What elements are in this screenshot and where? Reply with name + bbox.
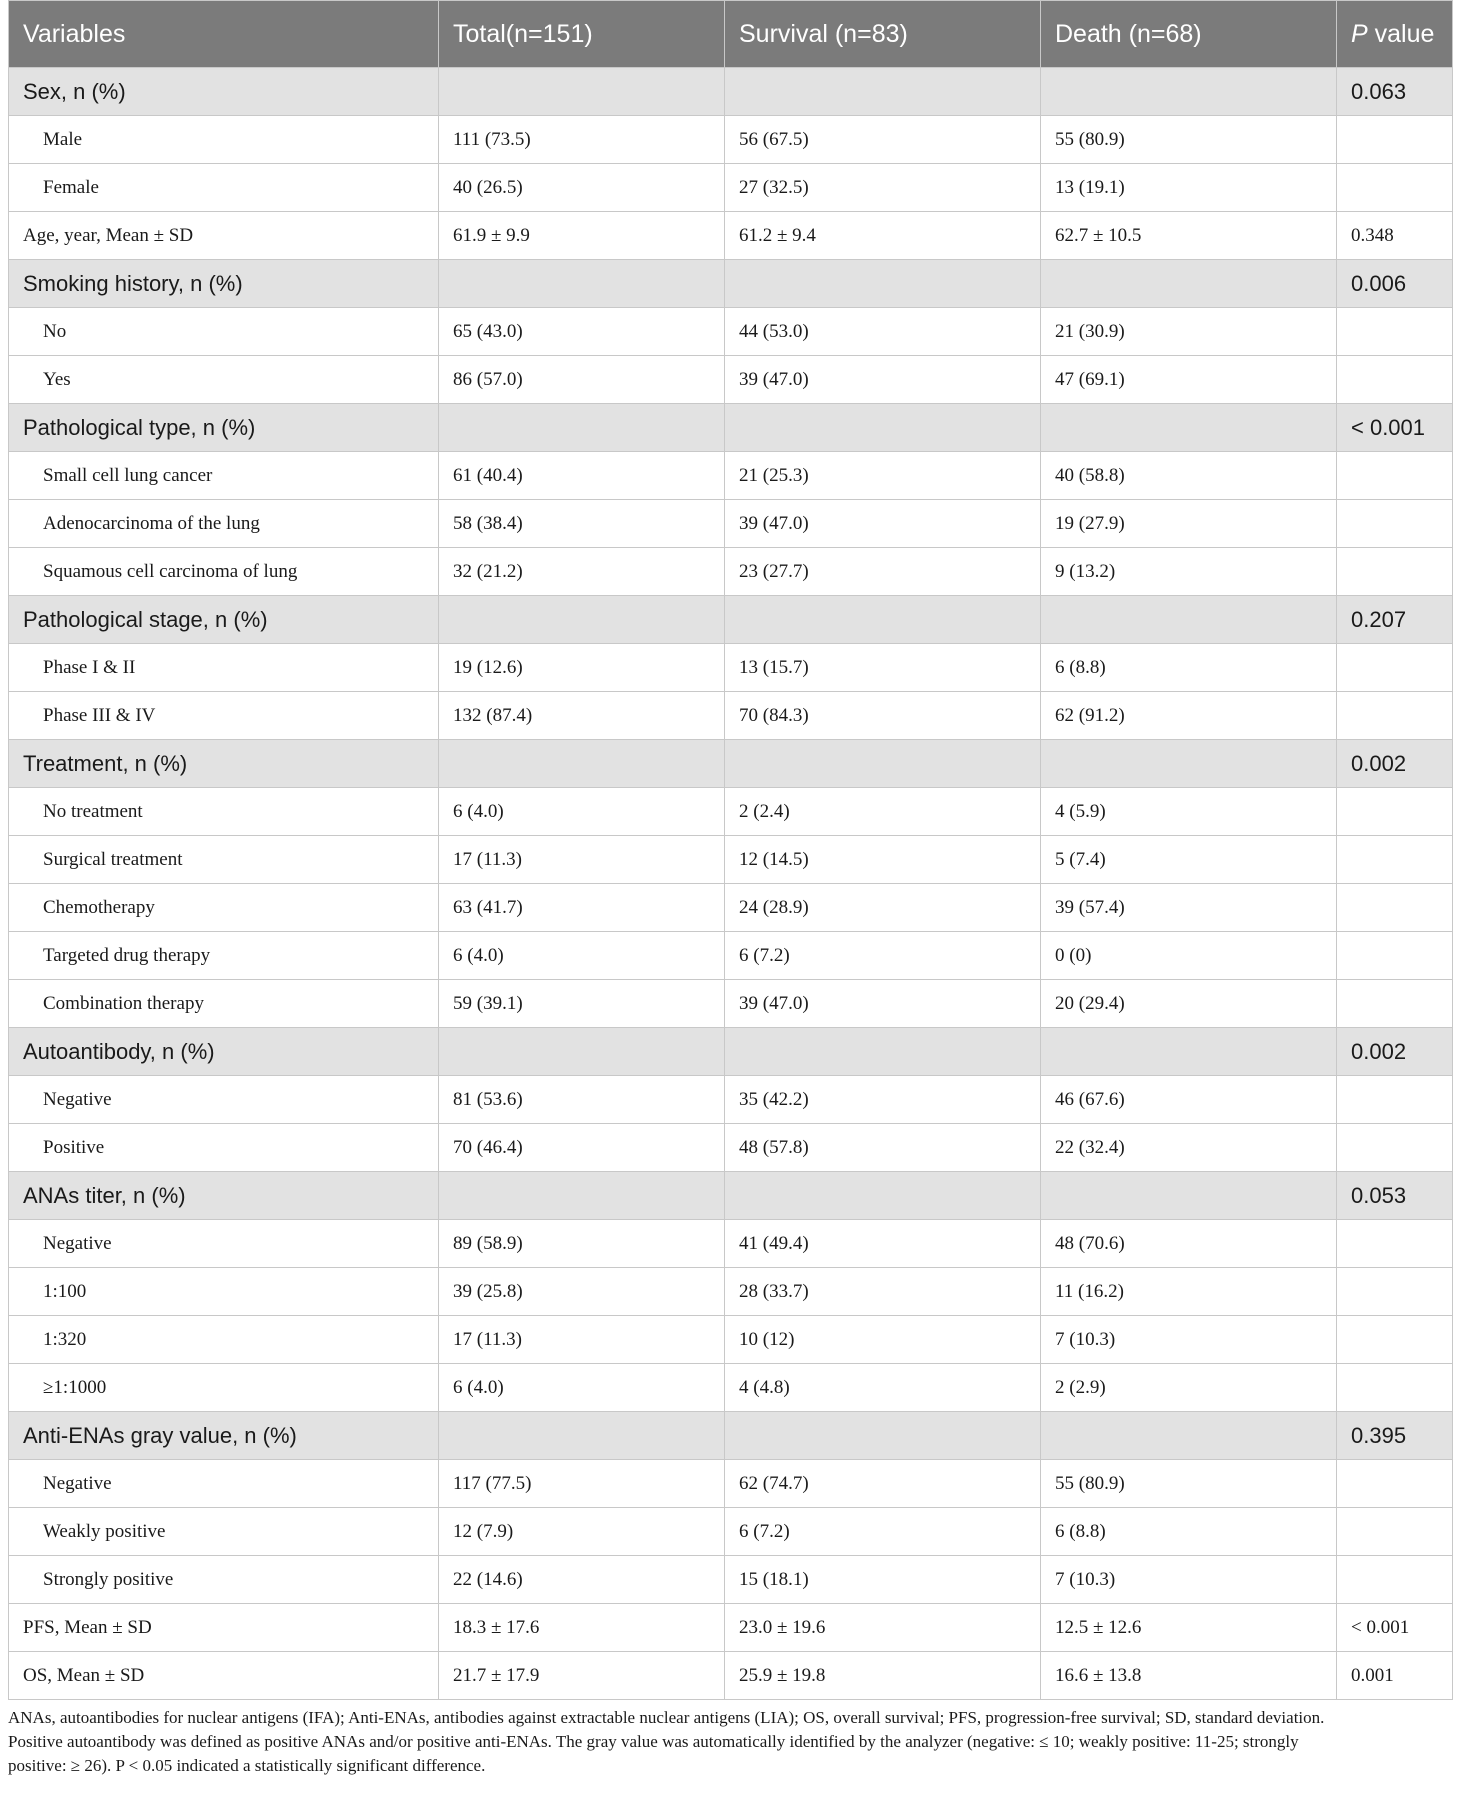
cell-death: 11 (16.2)	[1041, 1268, 1337, 1316]
cell-variable: Surgical treatment	[9, 836, 439, 884]
cell-variable: Anti-ENAs gray value, n (%)	[9, 1412, 439, 1460]
cell-p-value	[1337, 500, 1453, 548]
cell-survival	[725, 1028, 1041, 1076]
cell-p-value	[1337, 692, 1453, 740]
cell-total	[439, 404, 725, 452]
table-row	[9, 308, 1453, 356]
table-row	[9, 836, 1453, 884]
cell-p-value	[1337, 452, 1453, 500]
cell-p-value	[1337, 308, 1453, 356]
cell-survival: 12 (14.5)	[725, 836, 1041, 884]
table-footnote	[8, 1706, 1452, 1778]
cell-survival: 23.0 ± 19.6	[725, 1604, 1041, 1652]
cell-p-value: 0.002	[1337, 740, 1453, 788]
footnote-line: ANAs, autoantibodies for nuclear antigens (IFA); Anti-ENAs, antibodies against extractable nuclear antigens (LIA); OS, overall survival; PFS, progression-free survival; SD, standard deviation.	[8, 1708, 1325, 1727]
cell-p-value	[1337, 1316, 1453, 1364]
baseline-characteristics-table	[8, 0, 1453, 1700]
cell-p-value	[1337, 980, 1453, 1028]
cell-total: 70 (46.4)	[439, 1124, 725, 1172]
cell-p-value	[1337, 1220, 1453, 1268]
table-row	[9, 1220, 1453, 1268]
cell-p-value: 0.348	[1337, 212, 1453, 260]
table-row	[9, 884, 1453, 932]
cell-death: 55 (80.9)	[1041, 1460, 1337, 1508]
cell-variable: Weakly positive	[9, 1508, 439, 1556]
cell-death	[1041, 1028, 1337, 1076]
cell-survival: 15 (18.1)	[725, 1556, 1041, 1604]
table-row	[9, 932, 1453, 980]
cell-total: 40 (26.5)	[439, 164, 725, 212]
cell-death: 16.6 ± 13.8	[1041, 1652, 1337, 1700]
cell-p-value	[1337, 644, 1453, 692]
header-p-value	[1337, 1, 1453, 68]
cell-variable: Small cell lung cancer	[9, 452, 439, 500]
header-death: Death (n=68)	[1041, 1, 1337, 68]
cell-variable: Targeted drug therapy	[9, 932, 439, 980]
cell-total: 12 (7.9)	[439, 1508, 725, 1556]
cell-survival: 2 (2.4)	[725, 788, 1041, 836]
cell-variable: Pathological stage, n (%)	[9, 596, 439, 644]
cell-survival	[725, 68, 1041, 116]
cell-total: 132 (87.4)	[439, 692, 725, 740]
cell-death: 6 (8.8)	[1041, 644, 1337, 692]
cell-variable: Strongly positive	[9, 1556, 439, 1604]
cell-variable: Positive	[9, 1124, 439, 1172]
table-row	[9, 356, 1453, 404]
cell-death: 55 (80.9)	[1041, 116, 1337, 164]
cell-total: 17 (11.3)	[439, 836, 725, 884]
cell-p-value	[1337, 1556, 1453, 1604]
cell-p-value	[1337, 836, 1453, 884]
cell-variable: PFS, Mean ± SD	[9, 1604, 439, 1652]
table-section-row	[9, 740, 1453, 788]
cell-death	[1041, 1412, 1337, 1460]
cell-death: 12.5 ± 12.6	[1041, 1604, 1337, 1652]
cell-total: 61.9 ± 9.9	[439, 212, 725, 260]
cell-survival: 13 (15.7)	[725, 644, 1041, 692]
table-header-row	[9, 1, 1453, 68]
cell-p-value	[1337, 164, 1453, 212]
cell-death: 13 (19.1)	[1041, 164, 1337, 212]
cell-p-value	[1337, 116, 1453, 164]
table-section-row	[9, 260, 1453, 308]
cell-death: 7 (10.3)	[1041, 1556, 1337, 1604]
cell-variable: ANAs titer, n (%)	[9, 1172, 439, 1220]
cell-p-value	[1337, 1268, 1453, 1316]
cell-death	[1041, 1172, 1337, 1220]
cell-p-value	[1337, 1508, 1453, 1556]
table-row	[9, 1556, 1453, 1604]
cell-survival: 35 (42.2)	[725, 1076, 1041, 1124]
table-section-row	[9, 1028, 1453, 1076]
cell-variable: OS, Mean ± SD	[9, 1652, 439, 1700]
cell-death: 21 (30.9)	[1041, 308, 1337, 356]
table-row	[9, 644, 1453, 692]
cell-death	[1041, 404, 1337, 452]
cell-variable: Combination therapy	[9, 980, 439, 1028]
cell-survival: 39 (47.0)	[725, 500, 1041, 548]
header-total: Total(n=151)	[439, 1, 725, 68]
cell-p-value: 0.053	[1337, 1172, 1453, 1220]
cell-variable: Pathological type, n (%)	[9, 404, 439, 452]
cell-death: 5 (7.4)	[1041, 836, 1337, 884]
cell-survival	[725, 1172, 1041, 1220]
cell-survival: 48 (57.8)	[725, 1124, 1041, 1172]
cell-total: 6 (4.0)	[439, 788, 725, 836]
cell-survival: 44 (53.0)	[725, 308, 1041, 356]
cell-survival: 61.2 ± 9.4	[725, 212, 1041, 260]
cell-total: 58 (38.4)	[439, 500, 725, 548]
cell-variable: Sex, n (%)	[9, 68, 439, 116]
cell-total: 39 (25.8)	[439, 1268, 725, 1316]
cell-death: 46 (67.6)	[1041, 1076, 1337, 1124]
table-section-row	[9, 1172, 1453, 1220]
cell-survival: 21 (25.3)	[725, 452, 1041, 500]
cell-variable: Phase III & IV	[9, 692, 439, 740]
header-survival: Survival (n=83)	[725, 1, 1041, 68]
table-body	[9, 68, 1453, 1700]
cell-total: 18.3 ± 17.6	[439, 1604, 725, 1652]
cell-total	[439, 1412, 725, 1460]
cell-survival	[725, 1412, 1041, 1460]
cell-total: 81 (53.6)	[439, 1076, 725, 1124]
cell-variable: No	[9, 308, 439, 356]
table-row	[9, 1364, 1453, 1412]
cell-death: 39 (57.4)	[1041, 884, 1337, 932]
cell-survival	[725, 596, 1041, 644]
table-section-row	[9, 68, 1453, 116]
table-row	[9, 1604, 1453, 1652]
cell-variable: Yes	[9, 356, 439, 404]
table-row	[9, 1652, 1453, 1700]
cell-survival: 23 (27.7)	[725, 548, 1041, 596]
table-row	[9, 1460, 1453, 1508]
table-row	[9, 692, 1453, 740]
table-section-row	[9, 596, 1453, 644]
cell-p-value	[1337, 1460, 1453, 1508]
cell-death: 47 (69.1)	[1041, 356, 1337, 404]
table-row	[9, 164, 1453, 212]
cell-variable: Male	[9, 116, 439, 164]
cell-p-value: 0.063	[1337, 68, 1453, 116]
cell-variable: Squamous cell carcinoma of lung	[9, 548, 439, 596]
cell-total: 111 (73.5)	[439, 116, 725, 164]
cell-survival: 27 (32.5)	[725, 164, 1041, 212]
cell-variable: Female	[9, 164, 439, 212]
header-variables: Variables	[9, 1, 439, 68]
table-row	[9, 1124, 1453, 1172]
cell-variable: No treatment	[9, 788, 439, 836]
table-row	[9, 1508, 1453, 1556]
cell-death: 19 (27.9)	[1041, 500, 1337, 548]
cell-survival: 56 (67.5)	[725, 116, 1041, 164]
cell-p-value	[1337, 788, 1453, 836]
cell-p-value	[1337, 1364, 1453, 1412]
table-row	[9, 1316, 1453, 1364]
cell-total: 32 (21.2)	[439, 548, 725, 596]
table-row	[9, 548, 1453, 596]
cell-p-value	[1337, 548, 1453, 596]
cell-variable: Negative	[9, 1460, 439, 1508]
cell-survival: 39 (47.0)	[725, 356, 1041, 404]
table-row	[9, 452, 1453, 500]
cell-survival: 10 (12)	[725, 1316, 1041, 1364]
cell-total: 22 (14.6)	[439, 1556, 725, 1604]
cell-death: 0 (0)	[1041, 932, 1337, 980]
cell-total: 21.7 ± 17.9	[439, 1652, 725, 1700]
cell-death: 22 (32.4)	[1041, 1124, 1337, 1172]
footnote-line: Positive autoantibody was defined as positive ANAs and/or positive anti-ENAs. The gray value was automatically identified by the analyzer (negative: ≤ 10; weakly positive: 11-25; strongly	[8, 1732, 1299, 1751]
cell-variable: 1:100	[9, 1268, 439, 1316]
table-row	[9, 500, 1453, 548]
table-row	[9, 212, 1453, 260]
table-section-row	[9, 404, 1453, 452]
cell-p-value: < 0.001	[1337, 404, 1453, 452]
cell-death: 4 (5.9)	[1041, 788, 1337, 836]
cell-survival: 6 (7.2)	[725, 932, 1041, 980]
cell-total: 6 (4.0)	[439, 1364, 725, 1412]
document	[8, 0, 1452, 1778]
cell-death: 2 (2.9)	[1041, 1364, 1337, 1412]
cell-total: 89 (58.9)	[439, 1220, 725, 1268]
header-p-italic: P	[1351, 19, 1368, 48]
cell-variable: Autoantibody, n (%)	[9, 1028, 439, 1076]
cell-death	[1041, 596, 1337, 644]
cell-variable: Age, year, Mean ± SD	[9, 212, 439, 260]
cell-variable: Negative	[9, 1220, 439, 1268]
cell-p-value	[1337, 1076, 1453, 1124]
cell-survival: 4 (4.8)	[725, 1364, 1041, 1412]
cell-death: 62.7 ± 10.5	[1041, 212, 1337, 260]
cell-variable: Smoking history, n (%)	[9, 260, 439, 308]
cell-p-value: < 0.001	[1337, 1604, 1453, 1652]
cell-death: 62 (91.2)	[1041, 692, 1337, 740]
cell-survival: 25.9 ± 19.8	[725, 1652, 1041, 1700]
cell-death: 9 (13.2)	[1041, 548, 1337, 596]
cell-total	[439, 1028, 725, 1076]
cell-survival: 41 (49.4)	[725, 1220, 1041, 1268]
cell-p-value	[1337, 1124, 1453, 1172]
cell-total: 59 (39.1)	[439, 980, 725, 1028]
cell-death	[1041, 260, 1337, 308]
cell-death: 48 (70.6)	[1041, 1220, 1337, 1268]
cell-survival: 70 (84.3)	[725, 692, 1041, 740]
cell-total	[439, 260, 725, 308]
cell-total: 6 (4.0)	[439, 932, 725, 980]
cell-death	[1041, 740, 1337, 788]
cell-survival	[725, 404, 1041, 452]
cell-variable: 1:320	[9, 1316, 439, 1364]
table-row	[9, 1076, 1453, 1124]
cell-total: 86 (57.0)	[439, 356, 725, 404]
cell-survival: 24 (28.9)	[725, 884, 1041, 932]
cell-total	[439, 68, 725, 116]
table-row	[9, 1268, 1453, 1316]
cell-survival	[725, 740, 1041, 788]
cell-survival: 62 (74.7)	[725, 1460, 1041, 1508]
cell-total	[439, 740, 725, 788]
cell-survival: 6 (7.2)	[725, 1508, 1041, 1556]
table-row	[9, 116, 1453, 164]
cell-variable: Adenocarcinoma of the lung	[9, 500, 439, 548]
table-row	[9, 788, 1453, 836]
cell-p-value: 0.207	[1337, 596, 1453, 644]
cell-total: 61 (40.4)	[439, 452, 725, 500]
cell-p-value: 0.395	[1337, 1412, 1453, 1460]
cell-survival	[725, 260, 1041, 308]
cell-total: 117 (77.5)	[439, 1460, 725, 1508]
cell-survival: 39 (47.0)	[725, 980, 1041, 1028]
footnote-line: positive: ≥ 26). P < 0.05 indicated a statistically significant difference.	[8, 1756, 486, 1775]
cell-variable: Phase I & II	[9, 644, 439, 692]
cell-death	[1041, 68, 1337, 116]
cell-variable: ≥1:1000	[9, 1364, 439, 1412]
cell-p-value	[1337, 356, 1453, 404]
cell-total: 65 (43.0)	[439, 308, 725, 356]
cell-variable: Negative	[9, 1076, 439, 1124]
cell-total	[439, 596, 725, 644]
table-row	[9, 980, 1453, 1028]
header-p-rest: value	[1367, 19, 1435, 48]
cell-variable: Chemotherapy	[9, 884, 439, 932]
cell-p-value: 0.001	[1337, 1652, 1453, 1700]
cell-p-value: 0.002	[1337, 1028, 1453, 1076]
cell-variable: Treatment, n (%)	[9, 740, 439, 788]
cell-p-value	[1337, 884, 1453, 932]
table-section-row	[9, 1412, 1453, 1460]
cell-death: 20 (29.4)	[1041, 980, 1337, 1028]
cell-total	[439, 1172, 725, 1220]
cell-survival: 28 (33.7)	[725, 1268, 1041, 1316]
cell-p-value	[1337, 932, 1453, 980]
cell-total: 63 (41.7)	[439, 884, 725, 932]
cell-p-value: 0.006	[1337, 260, 1453, 308]
cell-total: 17 (11.3)	[439, 1316, 725, 1364]
cell-death: 7 (10.3)	[1041, 1316, 1337, 1364]
cell-death: 40 (58.8)	[1041, 452, 1337, 500]
cell-death: 6 (8.8)	[1041, 1508, 1337, 1556]
cell-total: 19 (12.6)	[439, 644, 725, 692]
